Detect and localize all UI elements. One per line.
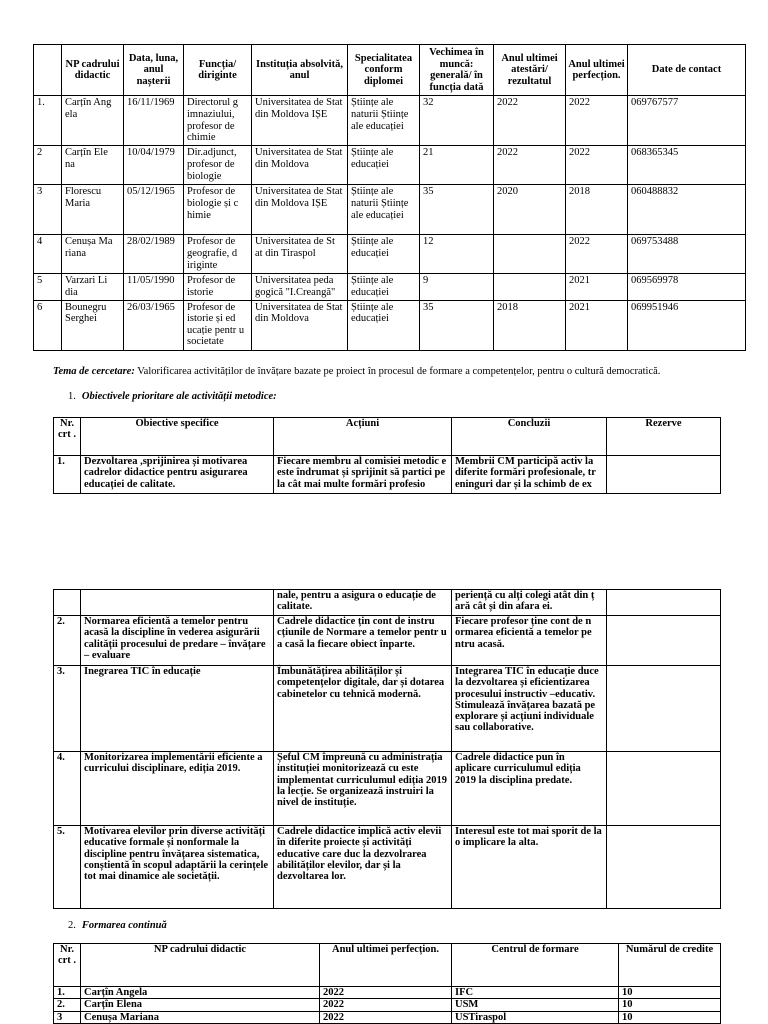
staff-table-cell: Florescu Maria [62,185,124,235]
objectives-table-cell: Cadrele didactice țin cont de instru cțiunile de Normare a temelor pentr u a casă la fiecare obiect înparte. [274,616,452,666]
research-theme-label: Tema de cercetare: [53,366,135,377]
objectives-table-cell: periență cu alți colegi atât din ț ară cât și din afara ei. [452,590,607,616]
staff-table-header-cell: Instituția absolvită, anul [252,45,348,96]
objectives-table-cell: Cadrele didactice pun în aplicare curriculumul ediția 2019 la disciplina predate. [452,752,607,826]
staff-table-header-cell: Specialitatea conform diplomei [348,45,420,96]
objectives-table-cell [607,752,721,826]
staff-table-cell: 4 [34,235,62,274]
objectives-table-cell: Îmbunătățirea abilităților și competențelor digitale, dar și dotarea cabinetelor cu tehnică modernă. [274,666,452,752]
staff-table-cell: Bounegru Serghei [62,300,124,350]
objectives-table-row [54,616,721,666]
staff-table-cell: 2022 [494,96,566,146]
objectives-table-header [54,418,721,456]
staff-table-cell: Științe ale educației [348,300,420,350]
staff-table-row [34,185,746,235]
staff-table-cell: 12 [420,235,494,274]
training-table-header-cell: Nr. crt . [54,944,81,987]
staff-table-cell: 069951946 [628,300,746,350]
staff-table-cell: 069753488 [628,235,746,274]
objectives-table-header-cell: Acțiuni [274,418,452,456]
training-table-cell: USM [452,999,619,1011]
staff-table-cell: 2018 [494,300,566,350]
objectives-table-cell: 5. [54,826,81,909]
staff-table-cell [494,235,566,274]
staff-table-cell: 35 [420,300,494,350]
objectives-table-cell: 4. [54,752,81,826]
staff-table-cell: 2021 [566,300,628,350]
objectives-table-cell: Dezvoltarea ,sprijinirea și motivarea cadrelor didactice pentru asigurarea educației de calitate. [81,456,274,494]
staff-table-cell: 2022 [566,96,628,146]
staff-table-header-cell: Funcția/ diriginte [184,45,252,96]
staff-table-cell: 26/03/1965 [124,300,184,350]
staff-table-cell: 1. [34,96,62,146]
staff-table-cell: 10/04/1979 [124,146,184,185]
staff-table-cell: 35 [420,185,494,235]
objectives-table-row [54,826,721,909]
objectives-table-cell [607,826,721,909]
objectives-table-cell: Integrarea TIC în educație duce la dezvoltarea și eficientizarea procesului instructiv –educativ. Stimulează învățarea bazată pe explorare și acțiuni individuale sau collaborative. [452,666,607,752]
staff-table-row [34,235,746,274]
training-table-cell: Carțîn Angela [81,987,320,999]
staff-table-cell: 5 [34,274,62,300]
objectives-table-cell: 1. [54,456,81,494]
staff-table-cell: 2 [34,146,62,185]
staff-table-cell: 9 [420,274,494,300]
training-table-cell: 10 [619,987,721,999]
staff-table-cell: 32 [420,96,494,146]
staff-table-cell: Universitatea peda gogică "I.Creangă" [252,274,348,300]
objectives-table-cell [54,590,81,616]
training-table-row [54,987,721,999]
staff-table-cell: 069569978 [628,274,746,300]
staff-table-header-cell: NP cadrului didactic [62,45,124,96]
staff-table-cell: Universitatea de St at din Tiraspol [252,235,348,274]
objectives-table-cell: Normarea eficientă a temelor pentru acasă la discipline în vederea asigurării calității procesului de predare – învățare – evaluare [81,616,274,666]
objectives-table-cell: Fiecare profesor ține cont de n ormarea eficientă a temelor pe ntru acasă. [452,616,607,666]
training-table-cell: 2022 [320,987,452,999]
objectives-table-cell: 3. [54,666,81,752]
training-table-cell: 1. [54,987,81,999]
staff-table-cell: Științe ale educației [348,235,420,274]
staff-table-cell: Universitatea de Stat din Moldova [252,146,348,185]
staff-table-cell: 2018 [566,185,628,235]
objectives-table [53,417,721,494]
objectives-table-header-cell: Obiective specifice [81,418,274,456]
objectives-table-row [54,666,721,752]
objectives-table-cell: Membrii CM participă activ la diferite formări profesionale, tr eninguri dar și la schimb de ex [452,456,607,494]
research-theme-text: Valorificarea activităților de învățare bazate pe proiect în procesul de formare a competențelor, pentru o cultură democratică. [134,366,661,377]
training-table-row [54,1011,721,1023]
training-table-cell: 2. [54,999,81,1011]
staff-table-header-cell: Anul ultimei atestări/ rezultatul [494,45,566,96]
staff-table-row [34,300,746,350]
staff-table-cell: Dir.adjunct, profesor de biologie [184,146,252,185]
staff-table-header-cell: Data, luna, anul nașterii [124,45,184,96]
staff-table-cell: 28/02/1989 [124,235,184,274]
staff-table-cell: 069767577 [628,96,746,146]
staff-table-cell: 068365345 [628,146,746,185]
objectives-table-header-cell: Concluzii [452,418,607,456]
objectives-table-cell: Șeful CM împreună cu administrația instituției monitorizează cu este implementat curriculumul ediția 2019 la lecție. Se organizează instruiri la nivel de instituție. [274,752,452,826]
research-theme [53,366,743,378]
staff-table-cell [494,274,566,300]
objectives-table-cell [607,616,721,666]
staff-table-cell: Carțîn Ang ela [62,96,124,146]
objectives-table-cell: nale, pentru a asigura o educație de calitate. [274,590,452,616]
training-table-cell: IFC [452,987,619,999]
staff-table-cell: Științe ale naturii Științe ale educației [348,185,420,235]
staff-table-header-cell: Date de contact [628,45,746,96]
training-table-cell: USTiraspol [452,1011,619,1023]
staff-table [33,44,746,351]
objectives-table-header-cell: Rezerve [607,418,721,456]
staff-table-row [34,96,746,146]
objectives-table-cell: Interesul este tot mai sporit de la o implicare la alta. [452,826,607,909]
objectives-table-cell: Monitorizarea implementării eficiente a curricului disciplinare, ediția 2019. [81,752,274,826]
staff-table-header-cell: Vechimea în muncă: generală/ în funcția dată [420,45,494,96]
objectives-table-row [54,752,721,826]
staff-table-header-cell: Anul ultimei perfecțion. [566,45,628,96]
objectives-table-cell: Fiecare membru al comisiei metodic e este îndrumat și sprijinit să partici pe la cât mai multe formări profesio [274,456,452,494]
objectives-table-row [54,456,721,494]
staff-table-cell: 21 [420,146,494,185]
objectives-table-cell: 2. [54,616,81,666]
training-table-header-cell: Anul ultimei perfecțion. [320,944,452,987]
staff-table-cell: 6 [34,300,62,350]
section-2-heading: 2. Formarea continuă [68,920,167,931]
objectives-table-cell [81,590,274,616]
staff-table-header [34,45,746,96]
training-table-cell: 10 [619,1011,721,1023]
staff-table-cell: Universitatea de Stat din Moldova [252,300,348,350]
staff-table-cell: Profesor de istorie [184,274,252,300]
staff-table-cell: 2021 [566,274,628,300]
staff-table-cell: Universitatea de Stat din Moldova IȘE [252,96,348,146]
training-table-header-cell: Numărul de credite [619,944,721,987]
training-table-cell: 2022 [320,1011,452,1023]
staff-table-cell: Științe ale naturii Științe ale educației [348,96,420,146]
staff-table-cell: Profesor de istorie și ed ucație pentr u societate [184,300,252,350]
staff-table-cell: Directorul g imnaziului, profesor de chimie [184,96,252,146]
objectives-table-cell [607,590,721,616]
objectives-table-row [54,590,721,616]
staff-table-cell: Universitatea de Stat din Moldova IȘE [252,185,348,235]
staff-table-cell: 05/12/1965 [124,185,184,235]
staff-table-header-cell [34,45,62,96]
training-table-header-cell: NP cadrului didactic [81,944,320,987]
objectives-table-cell [607,456,721,494]
training-table [53,943,721,1024]
training-table-cell: Cenușa Mariana [81,1011,320,1023]
objectives-table-header-cell: Nr. crt . [54,418,81,456]
staff-table-cell: 2022 [494,146,566,185]
staff-table-cell: Științe ale educației [348,274,420,300]
staff-table-row [34,146,746,185]
objectives-table-continued [53,589,721,909]
staff-table-cell: Profesor de geografie, d iriginte [184,235,252,274]
training-table-row [54,999,721,1011]
staff-table-cell: 2022 [566,235,628,274]
staff-table-cell: 16/11/1969 [124,96,184,146]
training-table-cell: Carțîn Elena [81,999,320,1011]
staff-table-cell: Carțîn Ele na [62,146,124,185]
training-table-cell: 10 [619,999,721,1011]
staff-table-row [34,274,746,300]
staff-table-cell: Științe ale educației [348,146,420,185]
training-table-header-cell: Centrul de formare [452,944,619,987]
objectives-table-cell: Inegrarea TIC în educație [81,666,274,752]
staff-table-cell: Varzari Li dia [62,274,124,300]
staff-table-cell: Profesor de biologie și c himie [184,185,252,235]
staff-table-cell: 060488832 [628,185,746,235]
training-table-header [54,944,721,987]
staff-table-cell: 2020 [494,185,566,235]
training-table-cell: 2022 [320,999,452,1011]
objectives-table-cell: Motivarea elevilor prin diverse activități educative formale și nonformale la discipline pentru învățarea sistematica, conștientă în scopul adaptării la cerințele tot mai dinamice ale societății. [81,826,274,909]
staff-table-cell: Cenușa Ma riana [62,235,124,274]
training-table-cell: 3 [54,1011,81,1023]
staff-table-cell: 2022 [566,146,628,185]
objectives-table-cell [607,666,721,752]
section-1-heading: 1. Obiectivele prioritare ale activității metodice: [68,391,277,402]
staff-table-cell: 3 [34,185,62,235]
staff-table-cell: 11/05/1990 [124,274,184,300]
objectives-table-cell: Cadrele didactice implică activ elevii în diferite proiecte și activități educative care duc la dezvolrarea abilităților elevilor, dar și la dezvoltarea lor. [274,826,452,909]
